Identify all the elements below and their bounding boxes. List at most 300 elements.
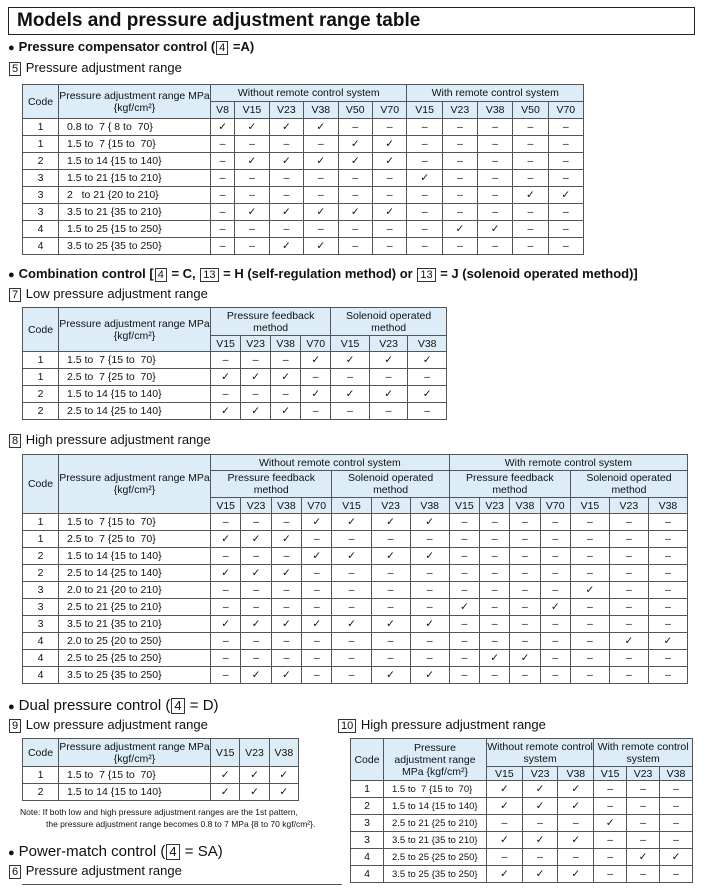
cell-mark: ✓ (540, 599, 570, 616)
cell-mark: – (660, 798, 693, 815)
cell-mark: – (627, 798, 660, 815)
cell-mark: ✓ (235, 204, 269, 221)
cell-mark: – (211, 386, 241, 403)
cell-mark: – (609, 582, 648, 599)
col-header: V70 (372, 102, 407, 119)
cell-mark: – (609, 514, 648, 531)
cell-mark: ✓ (304, 153, 338, 170)
cell-mark: – (609, 667, 648, 684)
cell-mark: – (211, 187, 235, 204)
cell-mark: ✓ (513, 187, 548, 204)
cell-mark: – (540, 565, 570, 582)
cell-mark: – (338, 187, 372, 204)
cell-mark: – (609, 650, 648, 667)
col-header: V38 (478, 102, 513, 119)
cell-mark: – (410, 650, 449, 667)
cell-mark: ✓ (211, 784, 240, 801)
cell-mark: – (510, 667, 540, 684)
cell-mark: – (570, 616, 609, 633)
cell-mark: – (480, 582, 510, 599)
cell-mark: – (570, 633, 609, 650)
cell-range: 3.5 to 21 {35 to 210} (59, 204, 211, 221)
cell-range: 3.5 to 25 {35 to 250} (59, 667, 211, 684)
cell-range: 1.5 to 7 {15 to 70} (384, 781, 487, 798)
cell-code: 2 (23, 784, 59, 801)
cell-mark: – (271, 514, 301, 531)
table-row (23, 119, 584, 136)
cell-mark: – (478, 170, 513, 187)
cell-code: 3 (351, 832, 384, 849)
cell-mark: ✓ (269, 153, 303, 170)
header-range: Pressure adjustment range MPa {kgf/cm²} (59, 308, 211, 352)
cell-mark: – (540, 667, 570, 684)
cell-code: 2 (351, 798, 384, 815)
cell-mark: – (372, 238, 407, 255)
cell-range: 2.0 to 25 {20 to 250} (59, 633, 211, 650)
cell-mark: – (513, 238, 548, 255)
cell-mark: – (513, 136, 548, 153)
cell-mark: ✓ (302, 514, 332, 531)
cell-mark: ✓ (487, 832, 523, 849)
cell-code: 1 (23, 136, 59, 153)
cell-mark: ✓ (271, 667, 301, 684)
cell-mark: – (271, 548, 301, 565)
cell-code: 3 (23, 187, 59, 204)
cell-mark: ✓ (271, 369, 301, 386)
cell-mark: – (271, 650, 301, 667)
table-combination-low (22, 307, 447, 420)
cell-mark: – (241, 514, 271, 531)
cell-mark: – (338, 170, 372, 187)
cell-mark: – (269, 221, 303, 238)
cell-mark: – (442, 238, 477, 255)
col-header: V15 (211, 498, 241, 514)
header-code: Code (23, 739, 59, 767)
cell-mark: – (480, 633, 510, 650)
cell-range: 1.5 to 21 {15 to 210} (59, 170, 211, 187)
col-header: V38 (410, 498, 449, 514)
col-header: V15 (594, 767, 627, 781)
col-header: V23 (369, 336, 408, 352)
cell-mark: – (648, 565, 687, 582)
cell-mark: – (540, 616, 570, 633)
table-row (23, 565, 688, 582)
cell-mark: – (609, 548, 648, 565)
cell-mark: – (648, 582, 687, 599)
cell-mark: ✓ (271, 403, 301, 420)
cell-mark: ✓ (627, 849, 660, 866)
cell-mark: – (408, 403, 447, 420)
cell-mark: ✓ (408, 386, 447, 403)
cell-mark: ✓ (442, 221, 477, 238)
cell-code: 3 (23, 582, 59, 599)
cell-code: 3 (351, 815, 384, 832)
cell-mark: – (570, 531, 609, 548)
cell-mark: – (371, 582, 410, 599)
table-row (351, 849, 693, 866)
col-header: V23 (609, 498, 648, 514)
cell-mark: – (211, 599, 241, 616)
cell-mark: ✓ (558, 832, 594, 849)
cell-mark: – (372, 221, 407, 238)
cell-mark: – (407, 221, 442, 238)
cell-mark: ✓ (648, 633, 687, 650)
cell-mark: ✓ (522, 832, 558, 849)
table-row (23, 170, 584, 187)
cell-range: 2.0 to 21 {20 to 210} (59, 582, 211, 599)
cell-mark: – (407, 119, 442, 136)
col-header: V38 (408, 336, 447, 352)
cell-code: 1 (23, 514, 59, 531)
cell-mark: – (513, 153, 548, 170)
col-header: V23 (269, 102, 303, 119)
cell-range: 3.5 to 21 {35 to 210} (384, 832, 487, 849)
cell-mark: – (338, 119, 372, 136)
cell-code: 1 (23, 352, 59, 369)
cell-range: 1.5 to 7 {15 to 70} (59, 767, 211, 784)
subsection-8-heading: 8 High pressure adjustment range (8, 432, 211, 448)
cell-mark: ✓ (369, 386, 408, 403)
cell-range: 1.5 to 7 {15 to 70} (59, 352, 211, 369)
cell-mark: – (449, 514, 479, 531)
cell-mark: – (478, 136, 513, 153)
col-header: V38 (271, 498, 301, 514)
cell-mark: ✓ (331, 386, 370, 403)
cell-mark: – (570, 514, 609, 531)
cell-range: 3.5 to 25 {35 to 250} (384, 866, 487, 883)
cell-mark: – (609, 531, 648, 548)
col-header: V38 (510, 498, 540, 514)
cell-code: 4 (351, 849, 384, 866)
cell-mark: – (241, 650, 271, 667)
col-header: V23 (442, 102, 477, 119)
cell-mark: – (548, 153, 583, 170)
cell-mark: – (480, 667, 510, 684)
cell-mark: ✓ (558, 798, 594, 815)
cell-mark: ✓ (371, 548, 410, 565)
cell-mark: – (211, 582, 241, 599)
cell-mark: ✓ (338, 136, 372, 153)
cell-mark: – (235, 170, 269, 187)
cell-mark: – (211, 352, 241, 369)
col-header: V23 (241, 498, 271, 514)
cell-mark: – (302, 633, 332, 650)
cell-code: 1 (23, 531, 59, 548)
cell-mark: – (449, 565, 479, 582)
cell-mark: – (211, 204, 235, 221)
subsection-5-heading: 5 Pressure adjustment range (8, 60, 182, 76)
cell-mark: ✓ (449, 599, 479, 616)
cell-mark: – (407, 153, 442, 170)
cell-mark: – (371, 599, 410, 616)
table-row (23, 784, 299, 801)
cell-mark: – (660, 866, 693, 883)
cell-mark: – (548, 136, 583, 153)
table-row (23, 548, 688, 565)
header-pressure-feedback: Pressure feedback method (211, 308, 331, 336)
col-header: V70 (302, 498, 332, 514)
col-header: V15 (211, 739, 240, 767)
col-header: V15 (570, 498, 609, 514)
cell-range: 2.5 to 21 {25 to 210} (59, 599, 211, 616)
cell-mark: ✓ (480, 650, 510, 667)
table-row (23, 767, 299, 784)
cell-mark: ✓ (211, 369, 241, 386)
cell-mark: – (271, 582, 301, 599)
cell-mark: – (442, 187, 477, 204)
cell-mark: – (540, 548, 570, 565)
col-header: V23 (627, 767, 660, 781)
cell-mark: – (332, 582, 371, 599)
cell-mark: ✓ (338, 204, 372, 221)
cell-code: 2 (23, 548, 59, 565)
cell-mark: ✓ (548, 187, 583, 204)
cell-mark: ✓ (271, 565, 301, 582)
cell-mark: – (570, 650, 609, 667)
table-row (23, 136, 584, 153)
cell-mark: – (510, 565, 540, 582)
table-row (23, 386, 447, 403)
cell-mark: – (211, 170, 235, 187)
cell-mark: ✓ (302, 548, 332, 565)
cell-mark: ✓ (410, 514, 449, 531)
cell-mark: ✓ (301, 386, 331, 403)
cell-range: 2.5 to 25 {25 to 250} (384, 849, 487, 866)
cell-code: 3 (23, 204, 59, 221)
header-solenoid: Solenoid operated method (331, 308, 447, 336)
cell-mark: – (480, 616, 510, 633)
cell-mark: – (558, 849, 594, 866)
cell-mark: – (648, 650, 687, 667)
cell-mark: – (627, 781, 660, 798)
cell-range: 2.5 to 14 {25 to 140} (59, 403, 211, 420)
cell-mark: ✓ (241, 565, 271, 582)
cell-mark: – (540, 650, 570, 667)
cell-mark: – (241, 599, 271, 616)
table-row (351, 832, 693, 849)
cell-mark: – (449, 548, 479, 565)
header-solenoid: Solenoid operated method (332, 471, 449, 498)
header-with-remote: With remote control system (449, 455, 687, 471)
table-row (23, 403, 447, 420)
cell-mark: – (271, 599, 301, 616)
cell-mark: ✓ (558, 781, 594, 798)
cell-range: 1.5 to 25 {15 to 250} (59, 221, 211, 238)
subsection-9-heading: 9 Low pressure adjustment range (8, 717, 208, 733)
cell-mark: – (627, 866, 660, 883)
cell-mark: – (332, 565, 371, 582)
cell-mark: – (211, 136, 235, 153)
cell-mark: ✓ (487, 798, 523, 815)
table-row (23, 531, 688, 548)
cell-range: 2.5 to 21 {25 to 210} (384, 815, 487, 832)
cell-mark: – (338, 221, 372, 238)
cell-range: 1.5 to 14 {15 to 140} (59, 153, 211, 170)
cell-mark: – (241, 633, 271, 650)
cell-mark: – (410, 599, 449, 616)
table-combination-high (22, 454, 688, 684)
header-range: Pressure adjustment range MPa {kgf/cm²} (59, 455, 211, 514)
col-header: V15 (449, 498, 479, 514)
col-header: V15 (332, 498, 371, 514)
cell-mark: – (211, 514, 241, 531)
cell-mark: – (570, 565, 609, 582)
cell-mark: – (211, 221, 235, 238)
col-header: V38 (271, 336, 301, 352)
cell-mark: – (241, 548, 271, 565)
cell-mark: ✓ (241, 531, 271, 548)
cell-mark: ✓ (269, 119, 303, 136)
header-with-remote: With remote control system (594, 739, 693, 767)
cell-mark: – (304, 187, 338, 204)
cell-mark: – (410, 531, 449, 548)
cell-mark: – (513, 204, 548, 221)
col-header: V15 (407, 102, 442, 119)
col-header: V15 (487, 767, 523, 781)
table-row (23, 514, 688, 531)
header-without-remote: Without remote control system (487, 740, 593, 765)
cell-mark: – (648, 548, 687, 565)
cell-mark: – (510, 616, 540, 633)
cell-mark: – (540, 633, 570, 650)
table-row (23, 616, 688, 633)
col-header: V15 (235, 102, 269, 119)
cell-mark: ✓ (407, 170, 442, 187)
cell-mark: ✓ (269, 784, 298, 801)
cell-range: 2.5 to 7 {25 to 70} (59, 531, 211, 548)
cell-mark: – (211, 238, 235, 255)
cell-mark: ✓ (410, 616, 449, 633)
cell-mark: ✓ (269, 767, 298, 784)
cell-mark: – (478, 238, 513, 255)
cell-mark: ✓ (594, 815, 627, 832)
cell-mark: ✓ (211, 616, 241, 633)
cell-code: 1 (23, 119, 59, 136)
cell-mark: – (304, 136, 338, 153)
col-header: V70 (548, 102, 583, 119)
section-power-match-heading: ● Power-match control ( 4 = SA) (8, 843, 223, 860)
cell-code: 1 (351, 781, 384, 798)
cell-mark: – (241, 352, 271, 369)
cell-mark: – (241, 386, 271, 403)
cell-mark: ✓ (609, 633, 648, 650)
cell-mark: – (407, 238, 442, 255)
cell-mark: ✓ (371, 667, 410, 684)
section-combination-heading: ● Combination control [ 4 = C, 13 = H (self-regulation method) or 13 = J (solenoid operated method)] (8, 266, 638, 281)
cell-mark: – (331, 403, 370, 420)
cell-mark: – (235, 136, 269, 153)
cell-mark: – (449, 582, 479, 599)
cell-mark: – (609, 565, 648, 582)
cell-mark: – (410, 565, 449, 582)
table-row (23, 204, 584, 221)
cell-mark: ✓ (271, 616, 301, 633)
cell-range: 1.5 to 7 {15 to 70} (59, 514, 211, 531)
header-with-remote: With remote control system (407, 85, 584, 102)
cell-mark: ✓ (211, 403, 241, 420)
cell-range: 1.5 to 14 {15 to 140} (59, 548, 211, 565)
cell-mark: ✓ (332, 548, 371, 565)
table-row (23, 599, 688, 616)
cell-mark: – (338, 238, 372, 255)
cell-mark: – (478, 204, 513, 221)
page-title: Models and pressure adjustment range table (8, 7, 695, 35)
cell-mark: ✓ (241, 667, 271, 684)
cell-mark: – (627, 815, 660, 832)
cell-mark: – (332, 650, 371, 667)
cell-mark: ✓ (371, 514, 410, 531)
cell-mark: – (510, 531, 540, 548)
cell-mark: ✓ (558, 866, 594, 883)
cell-mark: – (594, 849, 627, 866)
col-header: V23 (241, 336, 271, 352)
col-header: V23 (371, 498, 410, 514)
cell-mark: ✓ (487, 781, 523, 798)
cell-range: 0.8 to 7 { 8 to 70} (59, 119, 211, 136)
cell-mark: – (371, 565, 410, 582)
cell-code: 4 (351, 866, 384, 883)
cell-mark: ✓ (241, 403, 271, 420)
cell-mark: – (660, 815, 693, 832)
header-pressure-feedback: Pressure feedback method (449, 471, 570, 498)
cell-mark: ✓ (332, 514, 371, 531)
cell-mark: – (480, 599, 510, 616)
cell-mark: – (302, 582, 332, 599)
cell-mark: – (332, 531, 371, 548)
cell-mark: – (369, 369, 408, 386)
cell-mark: ✓ (487, 866, 523, 883)
cell-mark: – (480, 565, 510, 582)
col-header: V38 (269, 739, 298, 767)
subsection-7-heading: 7 Low pressure adjustment range (8, 286, 208, 302)
cell-mark: ✓ (269, 204, 303, 221)
cell-mark: ✓ (522, 866, 558, 883)
col-header: V50 (513, 102, 548, 119)
cell-code: 3 (23, 616, 59, 633)
cell-mark: – (235, 187, 269, 204)
cell-mark: – (480, 531, 510, 548)
cell-mark: ✓ (372, 204, 407, 221)
cell-mark: ✓ (269, 238, 303, 255)
table-row (23, 238, 584, 255)
subsection-10-heading: 10 High pressure adjustment range (337, 717, 546, 733)
cell-mark: ✓ (301, 352, 331, 369)
cell-mark: ✓ (235, 119, 269, 136)
cell-range: 2 to 21 {20 to 210} (59, 187, 211, 204)
col-header: V8 (211, 102, 235, 119)
cell-mark: – (540, 582, 570, 599)
cell-mark: – (487, 815, 523, 832)
cell-mark: – (510, 582, 540, 599)
cell-code: 4 (23, 667, 59, 684)
cell-mark: ✓ (371, 616, 410, 633)
col-header: V50 (338, 102, 372, 119)
cell-mark: ✓ (211, 531, 241, 548)
cell-mark: – (594, 798, 627, 815)
cell-mark: – (548, 119, 583, 136)
cell-mark: – (371, 531, 410, 548)
cell-mark: – (442, 136, 477, 153)
cell-mark: – (301, 403, 331, 420)
cell-mark: – (371, 633, 410, 650)
cell-mark: – (478, 119, 513, 136)
cell-mark: ✓ (211, 565, 241, 582)
cell-code: 2 (23, 565, 59, 582)
cell-range: 3.5 to 21 {35 to 210} (59, 616, 211, 633)
cell-mark: – (449, 633, 479, 650)
header-range: Pressure adjustment range MPa {kgf/cm²} (384, 739, 487, 781)
cell-mark: – (241, 582, 271, 599)
